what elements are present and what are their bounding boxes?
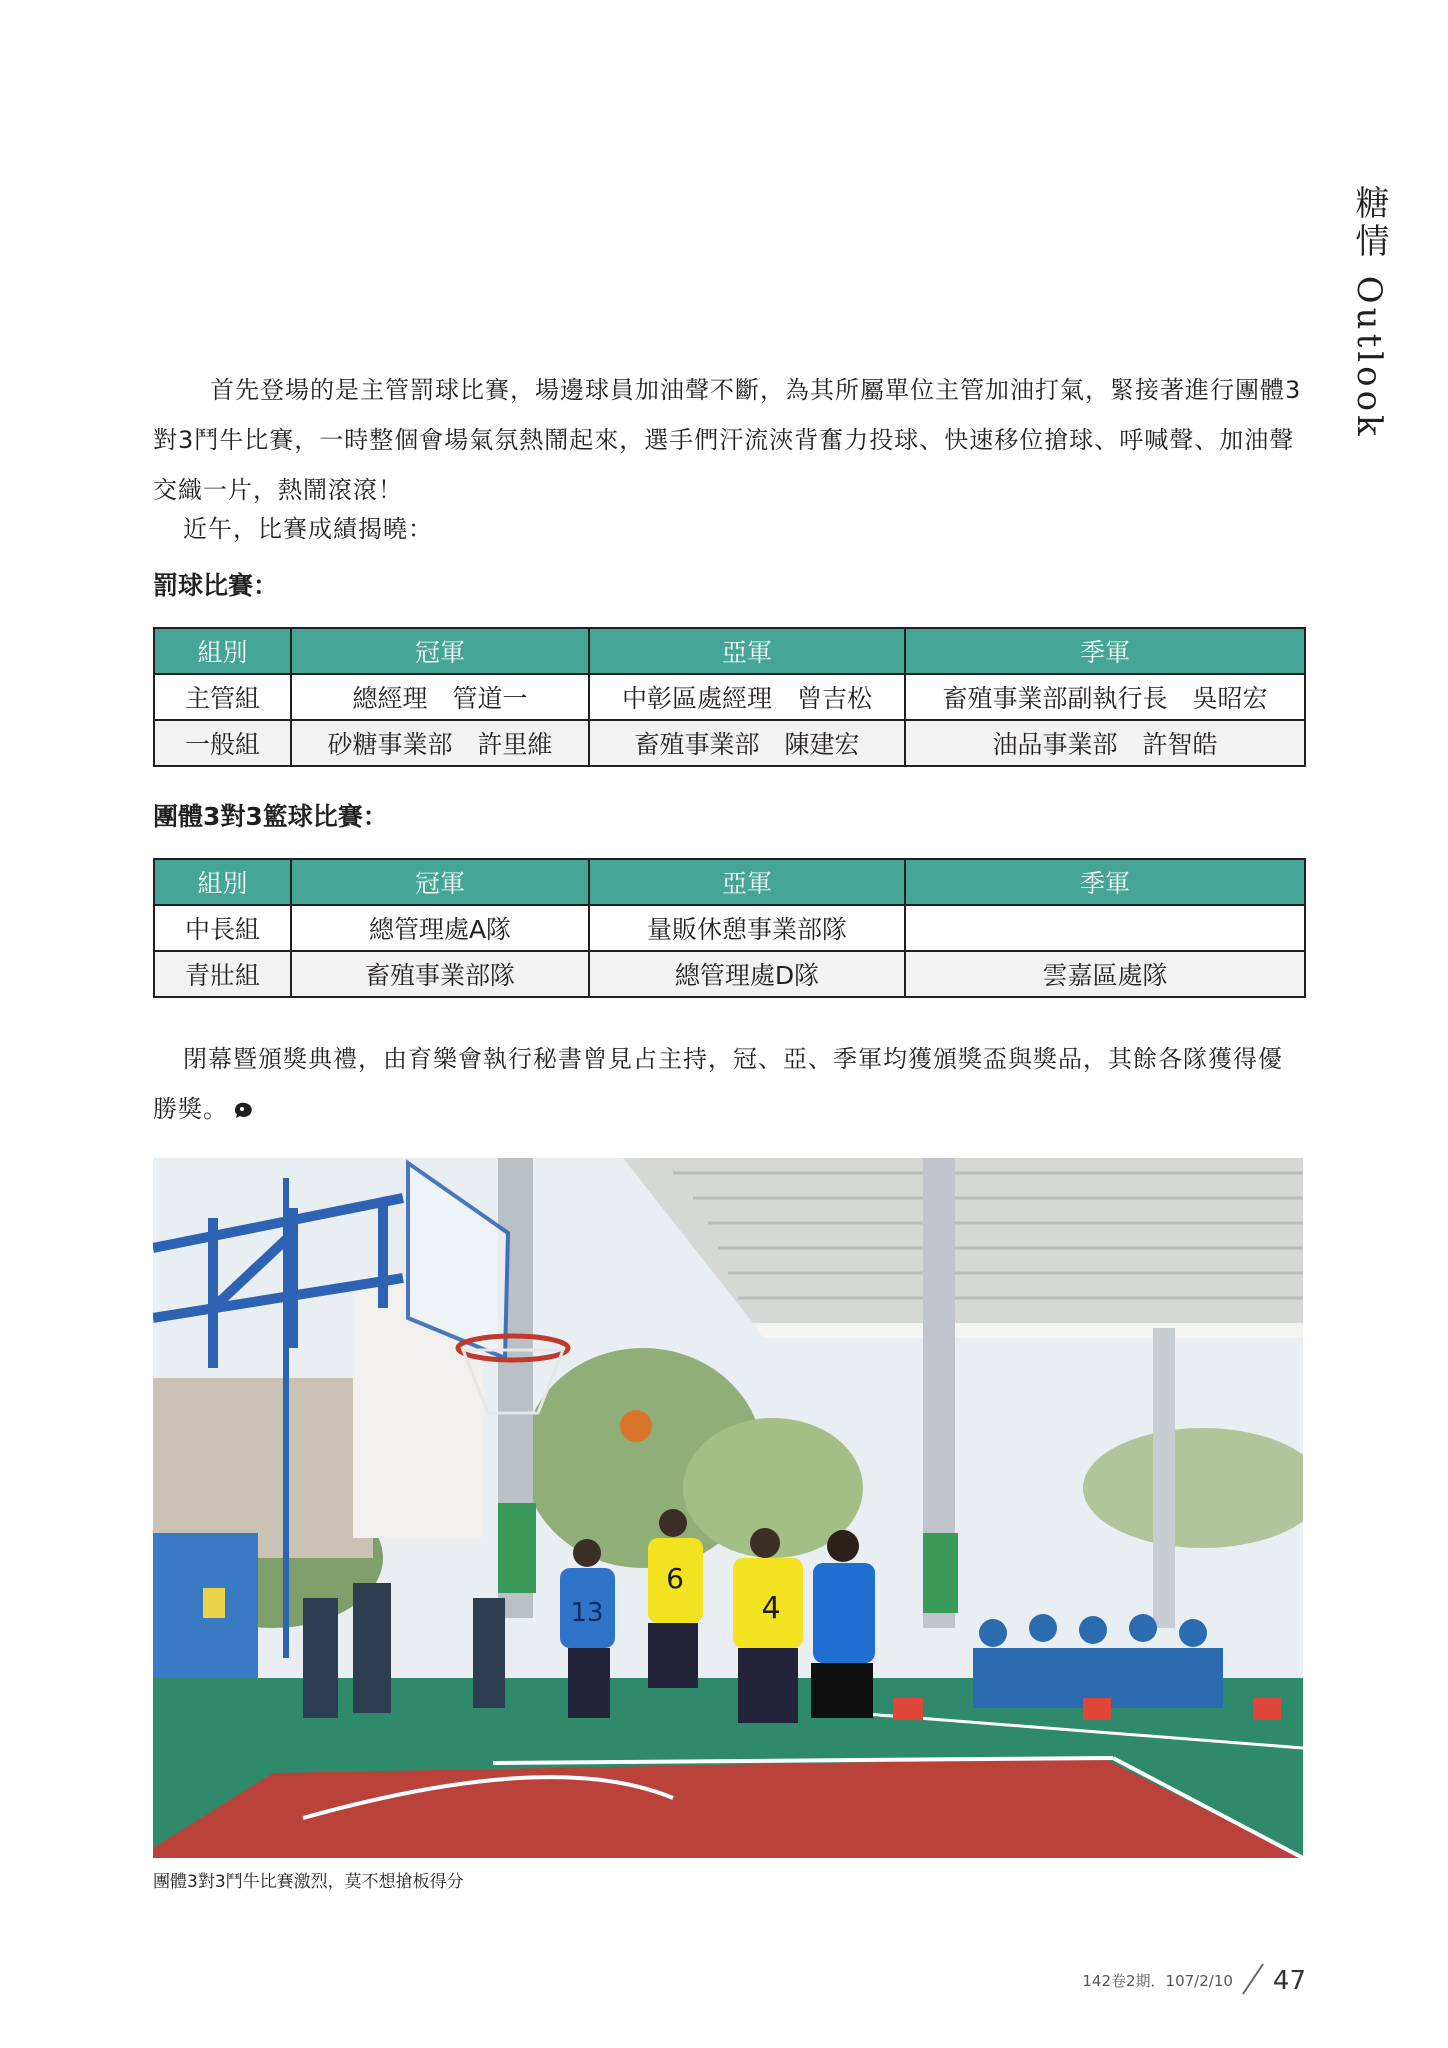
header-group: 組別 (154, 859, 291, 905)
basketball-game-photo (153, 1158, 1303, 1858)
header-third-place: 季軍 (905, 628, 1305, 674)
table-cell: 雲嘉區處隊 (905, 951, 1305, 997)
table-cell: 總經理 管道一 (291, 674, 589, 720)
table-cell: 中彰區處經理 曾吉松 (589, 674, 905, 720)
table-row (154, 674, 1305, 720)
jersey-number: 4 (761, 1591, 781, 1626)
header-group: 組別 (154, 628, 291, 674)
page-number: 47 (1272, 1966, 1306, 1996)
header-runner-up: 亞軍 (589, 628, 905, 674)
jersey-number: 13 (570, 1598, 604, 1628)
header-champion: 冠軍 (291, 628, 589, 674)
divider-slash-icon (1241, 1962, 1265, 1996)
table-row (154, 720, 1305, 766)
table-cell: 畜殖事業部隊 (291, 951, 589, 997)
intro-paragraph: 首先登場的是主管罰球比賽，場邊球員加油聲不斷，為其所屬單位主管加油打氣，緊接著進行團體3對3鬥牛比賽，一時整個會場氣氛熱鬧起來，選手們汗流浹背奮力投球、快速移位搶球、呼喊聲、加油聲交織一片，熱鬧滾滾！ (153, 376, 1302, 504)
jersey-number: 6 (666, 1562, 684, 1595)
issue-info: 142卷2期．107/2/10 (1082, 1972, 1233, 1990)
table-cell: 總管理處A隊 (291, 905, 589, 951)
table-cell: 青壯組 (154, 951, 291, 997)
section-tab-label: 糖情 Outlook (1349, 185, 1389, 440)
header-runner-up: 亞軍 (589, 859, 905, 905)
free-throw-results-table (153, 627, 1306, 767)
header-third-place: 季軍 (905, 859, 1305, 905)
table-row (154, 951, 1305, 997)
closing-paragraph (153, 1034, 1303, 1134)
table-header-row (154, 628, 1305, 674)
photo-caption: 團體3對3鬥牛比賽激烈，莫不想搶板得分 (153, 1872, 464, 1892)
closing-text: 閉幕暨頒獎典禮，由育樂會執行秘書曾見占主持，冠、亞、季軍均獲頒獎盃與獎品，其餘各隊獲得優勝獎。 (153, 1045, 1283, 1123)
free-throw-heading: 罰球比賽： (153, 571, 279, 600)
table-cell: 主管組 (154, 674, 291, 720)
table-cell: 砂糖事業部 許里維 (291, 720, 589, 766)
table-cell: 中長組 (154, 905, 291, 951)
header-champion: 冠軍 (291, 859, 589, 905)
table-cell: 總管理處D隊 (589, 951, 905, 997)
table-cell (905, 905, 1305, 951)
table-cell: 畜殖事業部副執行長 吳昭宏 (905, 674, 1305, 720)
page-footer (1082, 1962, 1306, 1996)
team-3on3-results-table (153, 858, 1306, 998)
table-cell: 量販休憩事業部隊 (589, 905, 905, 951)
team-3on3-heading: 團體3對3籃球比賽： (153, 802, 388, 831)
table-cell: 一般組 (154, 720, 291, 766)
table-header-row (154, 859, 1305, 905)
table-cell: 油品事業部 許智皓 (905, 720, 1305, 766)
table-row (154, 905, 1305, 951)
results-intro-paragraph: 近午，比賽成績揭曉： (183, 515, 433, 543)
table-cell: 畜殖事業部 陳建宏 (589, 720, 905, 766)
end-mark-icon (232, 1100, 254, 1120)
